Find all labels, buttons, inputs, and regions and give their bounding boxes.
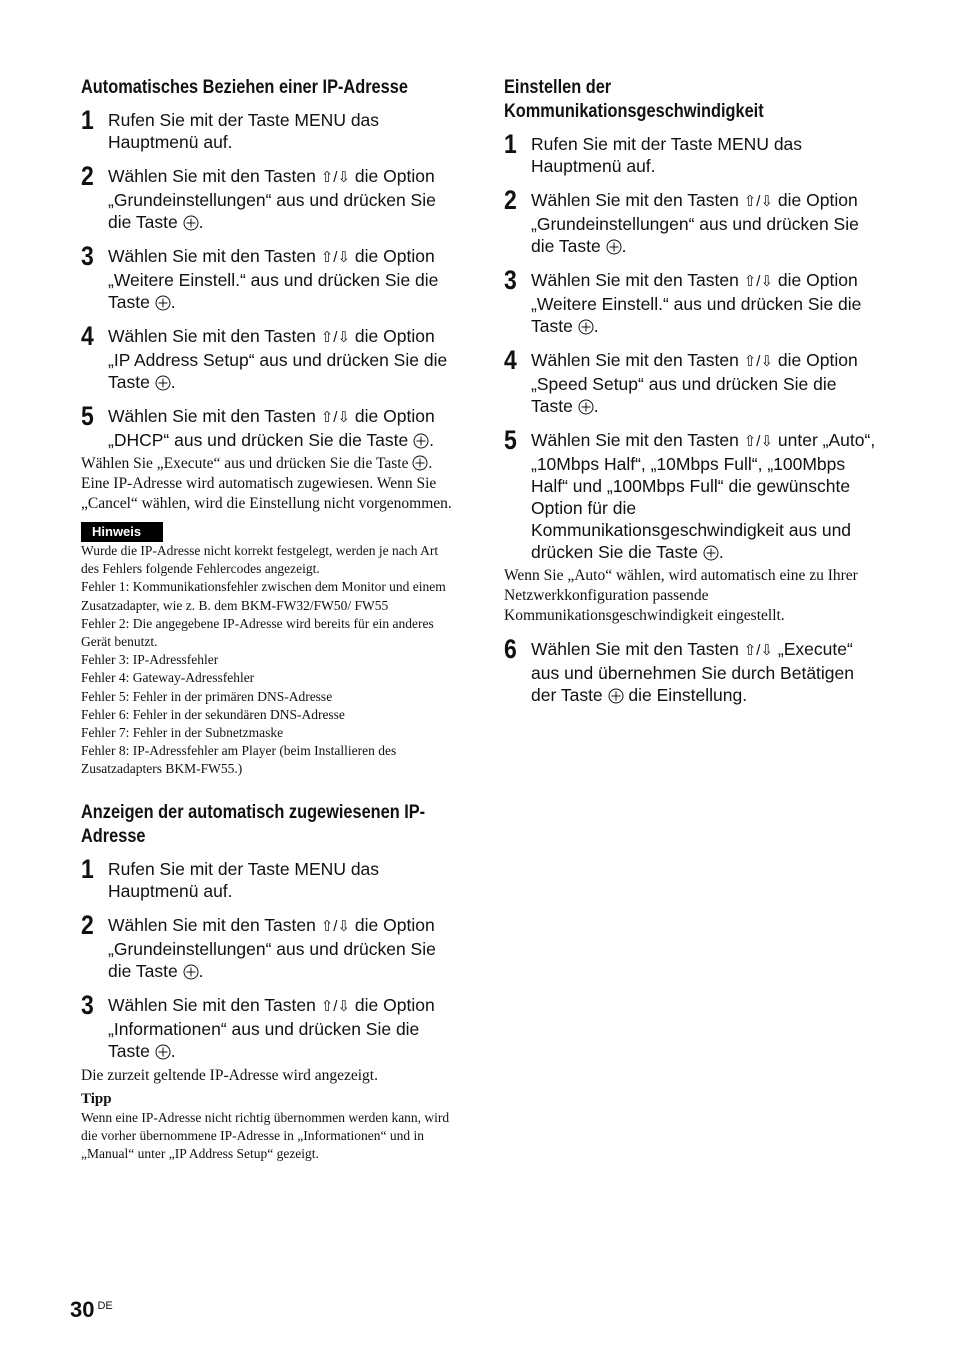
step-text-end: . bbox=[593, 316, 599, 336]
tip-text: Wenn eine IP-Adresse nicht richtig übernommen werden kann, wird die vorher übernommene IP-Adresse in „Informationen“ und in „Manual“ unter „IP Address Setup“ gezeigt. bbox=[81, 1109, 450, 1162]
step-5 bbox=[504, 425, 876, 563]
step-number: 6 bbox=[504, 634, 517, 664]
step-text-pre: Wählen Sie mit den Tasten bbox=[108, 406, 316, 426]
right-column bbox=[504, 76, 876, 706]
step-number: 5 bbox=[81, 401, 94, 431]
step-text bbox=[108, 245, 453, 313]
step-text bbox=[108, 405, 453, 451]
note-line: Fehler 4: Gateway-Adressfehler bbox=[81, 670, 255, 686]
up-down-arrow-icon: ⇧/⇩ bbox=[743, 273, 774, 290]
step-number: 4 bbox=[81, 321, 94, 351]
step-text-pre: Wählen Sie mit den Tasten bbox=[531, 270, 739, 290]
step-text-end: . bbox=[170, 1040, 176, 1061]
step-text-pre: Wählen Sie mit den Tasten bbox=[108, 994, 316, 1015]
up-down-arrow-icon: ⇧/⇩ bbox=[743, 353, 774, 370]
step-text-mid: die Option „Informationen“ aus und drücken Sie die Taste bbox=[108, 994, 435, 1061]
step-text bbox=[531, 349, 876, 417]
step-number: 2 bbox=[504, 185, 517, 215]
step-2 bbox=[504, 185, 876, 257]
step-text: Rufen Sie mit der Taste MENU das Hauptmenü auf. bbox=[108, 858, 380, 901]
step-number: 1 bbox=[504, 129, 517, 159]
paragraph-post: . Eine IP-Adresse wird automatisch zugewiesen. Wenn Sie „Cancel“ wählen, wird die Einstellung nicht vorgenommen. bbox=[81, 455, 452, 512]
step-text bbox=[108, 914, 453, 982]
step-text-mid: die Option „Speed Setup“ aus und drücken Sie die Taste bbox=[531, 350, 858, 416]
language-code: DE bbox=[97, 1300, 113, 1312]
enter-button-icon bbox=[155, 375, 171, 391]
tip-label: Tipp bbox=[81, 1090, 112, 1107]
step-text-end: . bbox=[198, 960, 204, 981]
step-text bbox=[531, 189, 876, 257]
step-number: 1 bbox=[81, 105, 94, 135]
step-text bbox=[108, 325, 453, 393]
note-line: Wurde die IP-Adresse nicht korrekt festgelegt, werden je nach Art des Fehlers folgende Fehlercodes angezeigt. bbox=[81, 543, 439, 577]
step-text-mid: die Option „Weitere Einstell.“ aus und drücken Sie die Taste bbox=[531, 270, 862, 336]
step-number: 1 bbox=[81, 853, 94, 884]
step-1 bbox=[504, 129, 876, 177]
step-3 bbox=[81, 241, 453, 313]
note-line: Fehler 2: Die angegebene IP-Adresse wird bereits für ein anderes Gerät benutzt. bbox=[81, 615, 434, 650]
step-text-end: . bbox=[593, 396, 599, 416]
step-2 bbox=[81, 909, 453, 982]
step-text-end: . bbox=[429, 430, 434, 450]
enter-button-icon bbox=[413, 433, 429, 449]
step-1 bbox=[81, 105, 453, 153]
step-text bbox=[108, 165, 453, 233]
step-number: 2 bbox=[81, 909, 94, 940]
execute-paragraph bbox=[81, 454, 453, 514]
step-number: 3 bbox=[504, 265, 517, 295]
left-column bbox=[81, 76, 453, 1163]
section-heading-show-ip: Anzeigen der automatisch zugewiesenen IP-Adresse bbox=[81, 801, 426, 847]
step-text-mid: die Option „Grundeinstellungen“ aus und drücken Sie die Taste bbox=[531, 190, 859, 256]
enter-button-icon bbox=[606, 239, 622, 255]
up-down-arrow-icon: ⇧/⇩ bbox=[320, 409, 351, 426]
step-text-pre: Wählen Sie mit den Tasten bbox=[531, 350, 739, 370]
paragraph-pre: Wählen Sie „Execute“ aus und drücken Sie die Taste bbox=[81, 455, 409, 472]
step-number: 3 bbox=[81, 241, 94, 271]
section-heading-speed: Einstellen der Kommunikationsgeschwindigkeit bbox=[504, 77, 764, 122]
step-text-end: . bbox=[170, 292, 176, 312]
up-down-arrow-icon: ⇧/⇩ bbox=[743, 642, 774, 659]
enter-button-icon bbox=[703, 545, 719, 561]
step-2 bbox=[81, 161, 453, 233]
note-line: Fehler 6: Fehler in der sekundären DNS-Adresse bbox=[81, 706, 345, 722]
step-4 bbox=[81, 321, 453, 393]
step-text: Rufen Sie mit der Taste MENU das Hauptmenü auf. bbox=[108, 110, 380, 152]
note-line: Fehler 5: Fehler in der primären DNS-Adresse bbox=[81, 688, 333, 704]
step-text-mid: die Option „Grundeinstellungen“ aus und drücken Sie die Taste bbox=[108, 166, 436, 232]
step-text-mid: die Option „Weitere Einstell.“ aus und drücken Sie die Taste bbox=[108, 246, 439, 312]
up-down-arrow-icon: ⇧/⇩ bbox=[320, 917, 351, 935]
step-text-end: die Einstellung. bbox=[628, 685, 748, 705]
step-text bbox=[108, 994, 453, 1062]
step-number: 5 bbox=[504, 425, 517, 455]
note-badge: Hinweis bbox=[81, 522, 163, 542]
step-text-pre: Wählen Sie mit den Tasten bbox=[108, 246, 316, 266]
step-text-pre: Wählen Sie mit den Tasten bbox=[108, 166, 316, 186]
step-number: 4 bbox=[504, 345, 517, 375]
step-text-end: . bbox=[198, 212, 204, 232]
step-6 bbox=[504, 634, 876, 706]
step-1 bbox=[81, 853, 453, 902]
step-text: Rufen Sie mit der Taste MENU das Hauptmenü auf. bbox=[531, 134, 803, 176]
up-down-arrow-icon: ⇧/⇩ bbox=[320, 249, 351, 266]
step-text-pre: Wählen Sie mit den Tasten bbox=[108, 326, 316, 346]
step-number: 3 bbox=[81, 989, 94, 1020]
step-text bbox=[531, 638, 876, 706]
step-text-mid: die Option „DHCP“ aus und drücken Sie die Taste bbox=[108, 406, 435, 450]
step-text-pre: Wählen Sie mit den Tasten bbox=[531, 190, 739, 210]
enter-button-icon bbox=[578, 319, 594, 335]
enter-button-icon bbox=[155, 1044, 171, 1060]
step-4 bbox=[504, 345, 876, 417]
step-text-mid: die Option „Grundeinstellungen“ aus und drücken Sie die Taste bbox=[108, 914, 436, 981]
enter-button-icon bbox=[578, 399, 594, 415]
up-down-arrow-icon: ⇧/⇩ bbox=[320, 169, 351, 186]
auto-paragraph: Wenn Sie „Auto“ wählen, wird automatisch eine zu Ihrer Netzwerkkonfiguration passende Kommunikationsgeschwindigkeit eingestellt. bbox=[504, 567, 858, 624]
section-heading-auto-ip: Automatisches Beziehen einer IP-Adresse bbox=[81, 77, 408, 98]
enter-button-icon bbox=[183, 964, 199, 980]
note-line: Fehler 7: Fehler in der Subnetzmaske bbox=[81, 725, 284, 741]
up-down-arrow-icon: ⇧/⇩ bbox=[320, 329, 351, 346]
step-number: 2 bbox=[81, 161, 94, 191]
note-text bbox=[81, 542, 453, 779]
step-text-mid: unter „Auto“, „10Mbps Half“, „10Mbps Full“, „100Mbps Half“ und „100Mbps Full“ die gewünschte Option für die Kommunikationsgeschwindigkeit aus und drücken Sie die Taste bbox=[531, 430, 876, 562]
page-number: 30 bbox=[70, 1297, 95, 1322]
step-text bbox=[531, 269, 876, 337]
current-ip-paragraph: Die zurzeit geltende IP-Adresse wird angezeigt. bbox=[81, 1066, 378, 1084]
note-line: Fehler 1: Kommunikationsfehler zwischen dem Monitor und einem Zusatzadapter, wie z. B. dem BKM-FW32/FW50/ FW55 bbox=[81, 579, 446, 613]
step-text-pre: Wählen Sie mit den Tasten bbox=[531, 639, 739, 659]
up-down-arrow-icon: ⇧/⇩ bbox=[743, 193, 774, 210]
step-5 bbox=[81, 401, 453, 451]
step-text-mid: „Execute“ aus und übernehmen Sie durch Betätigen der Taste bbox=[531, 639, 855, 705]
step-3 bbox=[504, 265, 876, 337]
enter-button-icon bbox=[412, 455, 428, 471]
step-text-end: . bbox=[170, 372, 176, 392]
enter-button-icon bbox=[183, 215, 199, 231]
step-text-pre: Wählen Sie mit den Tasten bbox=[108, 914, 316, 935]
up-down-arrow-icon: ⇧/⇩ bbox=[743, 433, 774, 450]
step-text-end: . bbox=[621, 236, 627, 256]
step-text-end: . bbox=[718, 542, 724, 562]
step-text bbox=[531, 429, 876, 563]
up-down-arrow-icon: ⇧/⇩ bbox=[320, 997, 351, 1015]
step-3 bbox=[81, 989, 453, 1062]
enter-button-icon bbox=[608, 688, 624, 704]
note-line: Fehler 3: IP-Adressfehler bbox=[81, 652, 219, 668]
note-line: Fehler 8: IP-Adressfehler am Player (beim Installieren des Zusatzadapters BKM-FW55.) bbox=[81, 743, 397, 777]
page-footer bbox=[70, 1297, 113, 1323]
step-text-mid: die Option „IP Address Setup“ aus und drücken Sie die Taste bbox=[108, 326, 448, 392]
step-text-pre: Wählen Sie mit den Tasten bbox=[531, 430, 739, 450]
enter-button-icon bbox=[155, 295, 171, 311]
